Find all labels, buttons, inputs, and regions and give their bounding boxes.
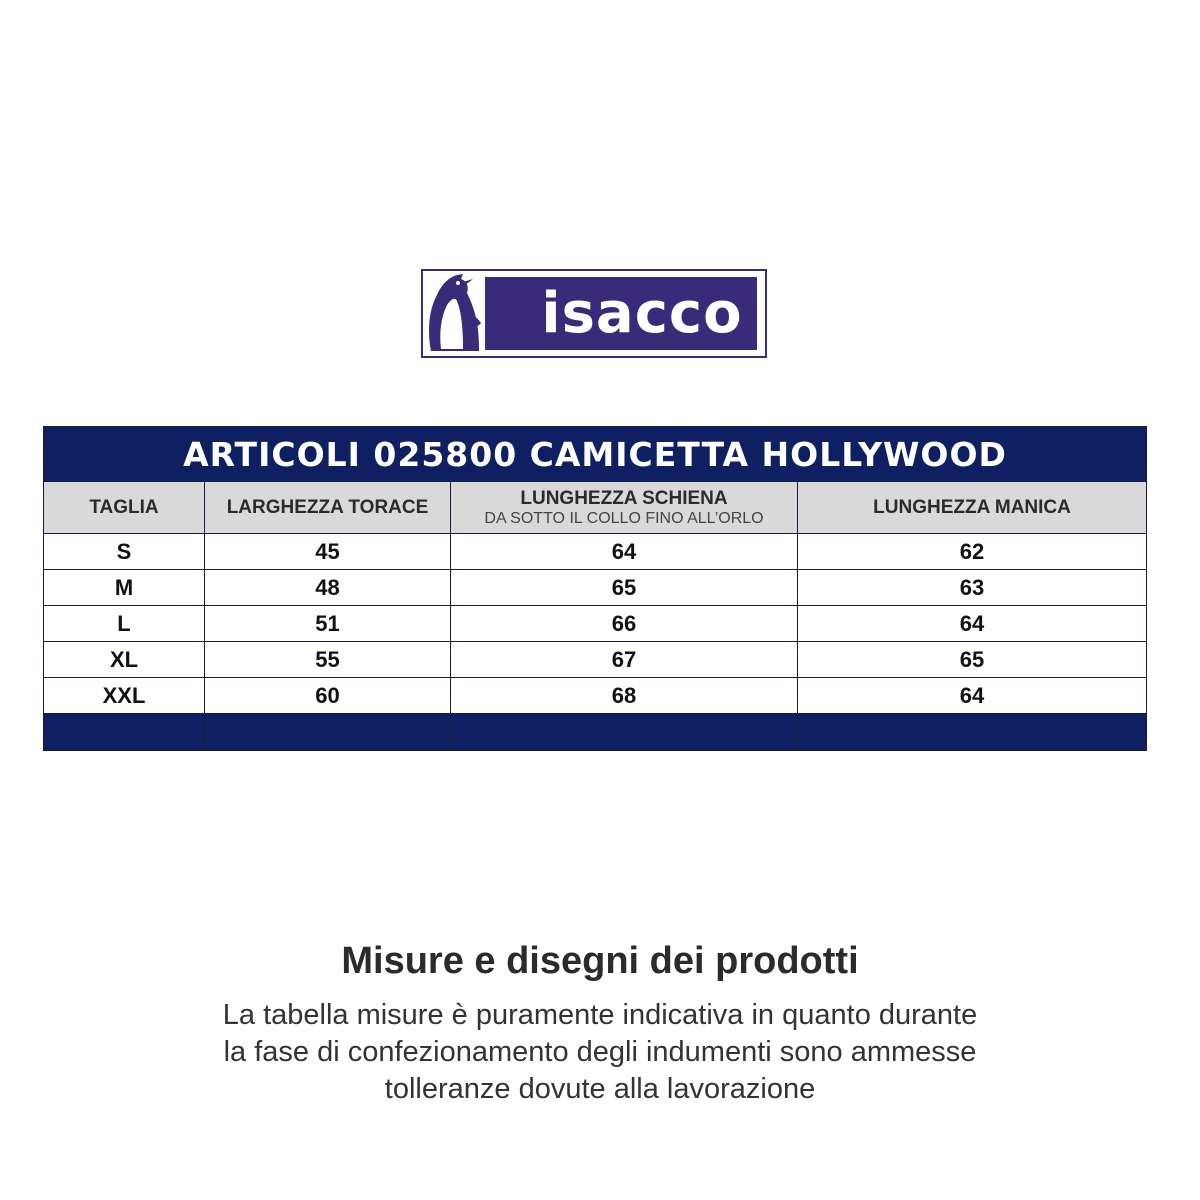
cell-chest-width: 60 <box>205 678 451 714</box>
cell-sleeve-length: 64 <box>798 678 1147 714</box>
cell-sleeve-length: 62 <box>798 534 1147 570</box>
cell-back-length: 64 <box>451 534 798 570</box>
header-chest-width <box>205 482 451 534</box>
cell-back-length: 67 <box>451 642 798 678</box>
cell-size: L <box>44 606 205 642</box>
table-row <box>44 642 1147 678</box>
header-back-length-label: LUNGHEZZA SCHIENA <box>520 487 728 509</box>
cell-chest-width: 45 <box>205 534 451 570</box>
cell-size: S <box>44 534 205 570</box>
size-chart-table <box>43 426 1147 751</box>
cell-chest-width: 51 <box>205 606 451 642</box>
cell-size: M <box>44 570 205 606</box>
header-size <box>44 482 205 534</box>
note-heading: Misure e disegni dei prodotti <box>341 940 859 982</box>
footer-cell <box>205 714 451 751</box>
note-line: tolleranze dovute alla lavorazione <box>384 1073 816 1105</box>
header-sleeve-length-label: LUNGHEZZA MANICA <box>873 496 1071 518</box>
table-title: ARTICOLI 025800 CAMICETTA HOLLYWOOD <box>44 427 1147 482</box>
cell-back-length: 68 <box>451 678 798 714</box>
footer-cell <box>798 714 1147 751</box>
note-line: La tabella misure è puramente indicativa in quanto durante <box>222 999 978 1031</box>
table-row <box>44 570 1147 606</box>
table-row <box>44 534 1147 570</box>
footer-cell <box>44 714 205 751</box>
footer-cell <box>451 714 798 751</box>
brand-logo <box>421 269 767 358</box>
note-line: la fase di confezionamento degli indumenti sono ammesse <box>223 1036 977 1068</box>
table-row <box>44 606 1147 642</box>
cell-sleeve-length: 65 <box>798 642 1147 678</box>
cell-chest-width: 55 <box>205 642 451 678</box>
header-back-length <box>451 482 798 534</box>
header-sleeve-length <box>798 482 1147 534</box>
logo-wordmark: isacco <box>541 281 743 346</box>
header-size-label: TAGLIA <box>89 496 159 518</box>
header-chest-width-label: LARGHEZZA TORACE <box>226 496 429 518</box>
table-row <box>44 678 1147 714</box>
cell-sleeve-length: 63 <box>798 570 1147 606</box>
note-paragraph <box>0 997 1200 1108</box>
table-title-row <box>44 427 1147 482</box>
table-header-row <box>44 482 1147 534</box>
cell-back-length: 65 <box>451 570 798 606</box>
cell-sleeve-length: 64 <box>798 606 1147 642</box>
header-back-length-note: DA SOTTO IL COLLO FINO ALL’ORLO <box>484 509 764 527</box>
cell-size: XXL <box>44 678 205 714</box>
penguin-waiter-icon <box>423 271 523 356</box>
cell-chest-width: 48 <box>205 570 451 606</box>
cell-back-length: 66 <box>451 606 798 642</box>
cell-size: XL <box>44 642 205 678</box>
table-footer-row <box>44 714 1147 751</box>
